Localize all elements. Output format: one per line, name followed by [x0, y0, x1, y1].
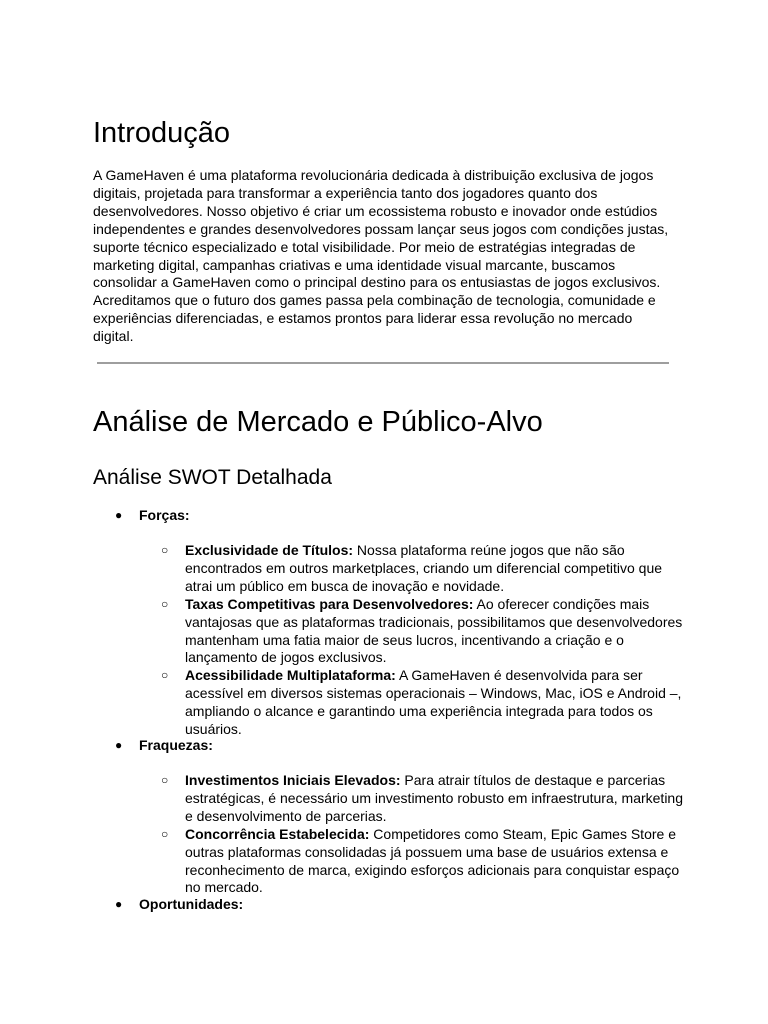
weaknesses-items — [93, 772, 683, 897]
disc-bullet-icon: ● — [115, 508, 123, 522]
circle-bullet-icon: ○ — [161, 543, 169, 557]
weaknesses-sublist-wrapper — [93, 772, 683, 897]
item-title: Acessibilidade Multiplataforma: — [185, 667, 396, 684]
circle-bullet-icon: ○ — [161, 826, 169, 841]
item-text: Ao oferecer condições mais vantajosas que as plataformas tradicionais, possibilitamos que desenvolvedores mantenham uma fatia maior de seus lucros, incentivando a criação e o lançamento de jogos exclusivos. — [185, 595, 683, 666]
swot-subheading: Análise SWOT Detalhada — [93, 466, 332, 489]
strengths-sublist-wrapper — [93, 542, 683, 739]
item-title: Investimentos Iniciais Elevados: — [185, 772, 401, 788]
opportunities-label: Oportunidades: — [139, 896, 244, 912]
swot-strengths — [93, 507, 683, 525]
item-title: Taxas Competitivas para Desenvolvedores: — [185, 595, 474, 612]
intro-paragraph: A GameHaven é uma plataforma revolucionária dedicada à distribuição exclusiva de jogos digitais, projetada para transformar a experiência tanto dos jogadores quanto dos desenvolvedores. Nosso objetivo é criar um ecossistema robusto e inovador onde estúdios independentes e grandes desenvolvedores possam lançar seus jogos com condições justas, suporte técnico especializado e total visibilidade. Por meio de estratégias integradas de marketing digital, campanhas criativas e uma identidade visual marcante, buscamos consolidar a GameHaven como o principal destino para os entusiastas de jogos exclusivos. Acreditamos que o futuro dos games passa pela combinação de tecnologia, comunidade e experiências diferenciadas, e estamos prontos para liderar essa revolução no mercado digital. — [93, 167, 669, 345]
strengths-sublist — [139, 542, 683, 739]
section-divider — [97, 362, 669, 364]
weaknesses-sublist — [139, 772, 683, 897]
strengths-items — [93, 542, 683, 739]
swot-weaknesses-list — [93, 737, 683, 755]
item-text: A GameHaven é desenvolvida para ser acessível em diversos sistemas operacionais – Windows, Mac, iOS e Android –, ampliando o alcance e garantindo uma experiência integrada para todos os usuários. — [185, 667, 682, 738]
item-text: Nossa plataforma reúne jogos que não são encontrados em outros marketplaces, criando um diferencial competitivo que atrai um público em busca de inovação e novidade. — [185, 542, 663, 594]
market-heading: Análise de Mercado e Público-Alvo — [93, 406, 543, 438]
list-item — [139, 667, 683, 739]
weaknesses-label: Fraquezas: — [139, 737, 213, 753]
circle-bullet-icon: ○ — [161, 773, 169, 787]
item-text: Para atrair títulos de destaque e parcerias estratégicas, é necessário um investimento robusto em infraestrutura, marketing e desenvolvimento de parcerias. — [185, 772, 684, 824]
item-title: Concorrência Estabelecida: — [185, 825, 370, 842]
circle-bullet-icon: ○ — [161, 668, 169, 683]
disc-bullet-icon: ● — [115, 738, 123, 752]
list-item — [139, 542, 683, 596]
intro-heading: Introdução — [93, 117, 231, 149]
swot-strengths-list — [93, 507, 683, 525]
list-item — [139, 826, 683, 898]
item-text: Competidores como Steam, Epic Games Store e outras plataformas consolidadas já possuem uma base de usuários extensa e reconhecimento de marca, exigindo esforços adicionais para conquistar espaço no mercado. — [185, 825, 680, 896]
list-item — [139, 772, 683, 826]
swot-weaknesses — [93, 737, 683, 755]
circle-bullet-icon: ○ — [161, 596, 169, 611]
strengths-label: Forças: — [139, 507, 190, 523]
list-item — [139, 596, 683, 668]
disc-bullet-icon: ● — [115, 897, 123, 911]
swot-opportunities — [93, 896, 683, 914]
item-title: Exclusividade de Títulos: — [185, 542, 354, 558]
swot-opportunities-list — [93, 896, 683, 914]
